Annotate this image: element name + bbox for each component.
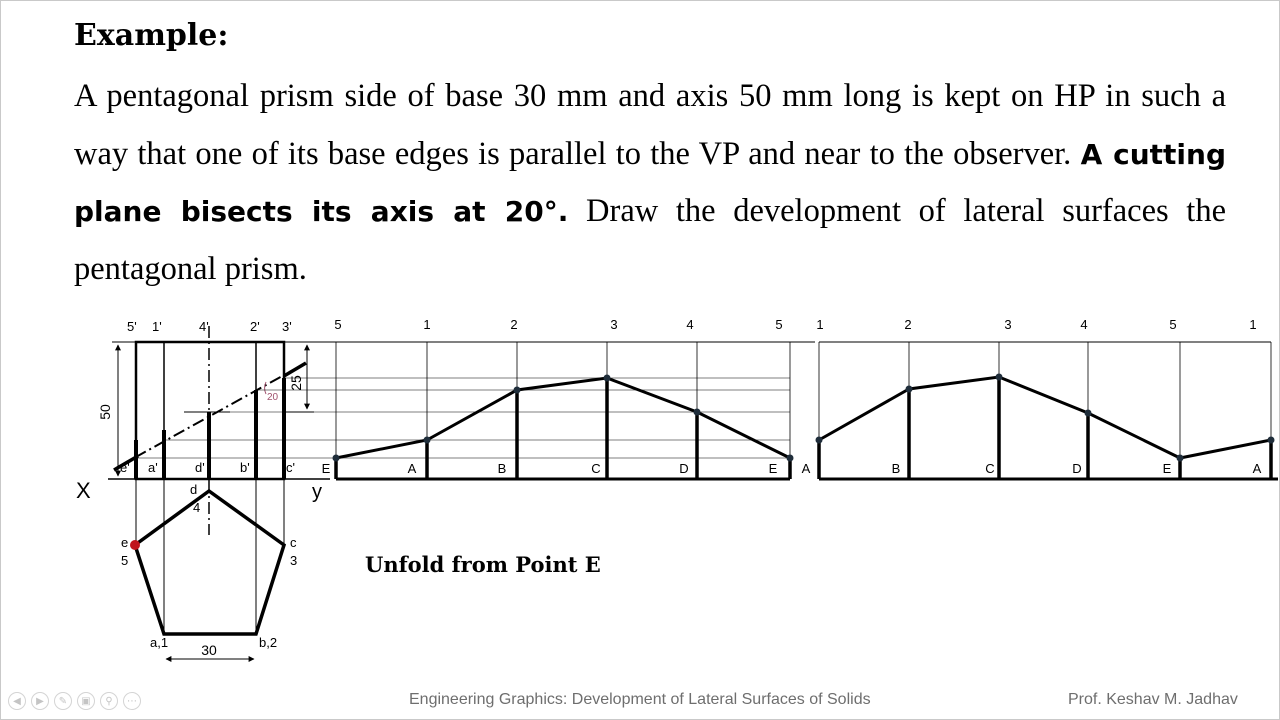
front-base-label-d: d' [195, 460, 205, 475]
dev1-bottom-label-0: E [321, 461, 331, 476]
front-top-label-2: 2' [250, 319, 260, 334]
dev2-top-label-3: 4 [1080, 317, 1088, 332]
dev2-bottom-label-2: C [985, 461, 995, 476]
dev1-point-1 [424, 437, 431, 444]
footer-author: Prof. Keshav M. Jadhav [1068, 691, 1238, 708]
problem-text-bold: A cutting plane bisects its axis at 20°. [74, 137, 1227, 228]
height-dimension-label: 50 [97, 404, 113, 420]
front-view [76, 319, 330, 634]
vertex-label-c: c [290, 535, 297, 550]
presentation-controls [8, 692, 141, 710]
dev1-point-0 [333, 455, 340, 462]
vertex-label-a1: a,1 [150, 635, 169, 650]
zoom-icon[interactable]: ⚲ [100, 692, 118, 710]
dev1-point-5 [787, 455, 794, 462]
dev2-bottom-label-4: E [1162, 461, 1172, 476]
vertex-label-e: e [121, 535, 129, 550]
dev2-point-2 [996, 374, 1003, 381]
cut-height-dimension-label: 25 [288, 375, 304, 391]
problem-text-part1: A pentagonal prism side of base 30 mm and axis 50 mm long is kept on HP in such a way that one of its base edges is parallel to the VP and near to the observer. [74, 78, 1226, 172]
front-top-label-3: 3' [282, 319, 292, 334]
dev1-top-label-4: 4 [686, 317, 694, 332]
front-top-label-5: 5' [127, 319, 137, 334]
previous-slide-icon[interactable]: ◀ [8, 692, 26, 710]
more-options-icon[interactable]: ⋯ [123, 692, 141, 710]
engineering-drawing [0, 300, 1280, 690]
development-2 [802, 317, 1278, 479]
dev2-cut-profile [819, 377, 1271, 458]
dev1-bottom-label-4: D [679, 461, 689, 476]
dev1-top-label-3: 3 [610, 317, 618, 332]
front-base-label-e: e' [120, 460, 130, 475]
vertex-label-4: 4 [193, 500, 201, 515]
front-base-label-a: a' [148, 460, 158, 475]
dev2-point-3 [1085, 410, 1092, 417]
front-base-label-c: c' [286, 460, 295, 475]
angle-arc [265, 382, 266, 394]
y-label: y [312, 481, 322, 503]
dev1-top-label-2: 2 [510, 317, 518, 332]
dev1-bottom-label-1: A [407, 461, 417, 476]
unfold-note: Unfold from Point E [365, 552, 601, 577]
dev1-top-label-0: 5 [334, 317, 342, 332]
x-label: X [76, 478, 91, 503]
dev1-point-3 [604, 375, 611, 382]
point-e-marker [130, 540, 140, 550]
pen-icon[interactable]: ✎ [54, 692, 72, 710]
front-top-label-4: 4' [199, 319, 209, 334]
vertex-label-5: 5 [121, 553, 129, 568]
vertex-label-d: d [190, 482, 198, 497]
dev2-bottom-label-5: A [1252, 461, 1262, 476]
dim-30-label: 30 [201, 642, 217, 658]
dev2-point-4 [1177, 455, 1184, 462]
problem-text-part2: Draw the development of lateral surfaces the pentagonal prism. [74, 193, 1226, 287]
slides-icon[interactable]: ▣ [77, 692, 95, 710]
dev1-bottom-label-5: E [768, 461, 778, 476]
front-top-label-1: 1' [152, 319, 162, 334]
front-base-label-b: b' [240, 460, 250, 475]
dev1-bottom-label-2: B [497, 461, 507, 476]
dev1-bottom-label-3: C [591, 461, 601, 476]
dev2-bottom-label-1: B [891, 461, 901, 476]
dev2-bottom-label-3: D [1072, 461, 1082, 476]
dev2-top-label-4: 5 [1169, 317, 1177, 332]
dev1-point-4 [694, 409, 701, 416]
vertex-label-3: 3 [290, 553, 298, 568]
footer-course-title: Engineering Graphics: Development of Lateral Surfaces of Solids [409, 691, 871, 708]
dev2-top-label-2: 3 [1004, 317, 1012, 332]
dev2-point-5 [1268, 437, 1275, 444]
dev1-point-2 [514, 387, 521, 394]
slide-heading: Example: [74, 18, 229, 53]
dev1-top-label-1: 1 [423, 317, 431, 332]
dev2-bottom-label-0: A [801, 461, 811, 476]
problem-statement [74, 68, 1226, 298]
dev2-point-0 [816, 437, 823, 444]
next-slide-icon[interactable]: ▶ [31, 692, 49, 710]
dev2-top-label-0: 1 [816, 317, 824, 332]
dev2-top-label-1: 2 [904, 317, 912, 332]
dev1-top-label-5: 5 [775, 317, 783, 332]
angle-label: 20 [267, 392, 279, 403]
dev2-top-label-5: 1 [1249, 317, 1257, 332]
vertex-label-b2: b,2 [259, 635, 278, 650]
dev2-point-1 [906, 386, 913, 393]
cutting-plane-thick-end-right [284, 363, 306, 376]
